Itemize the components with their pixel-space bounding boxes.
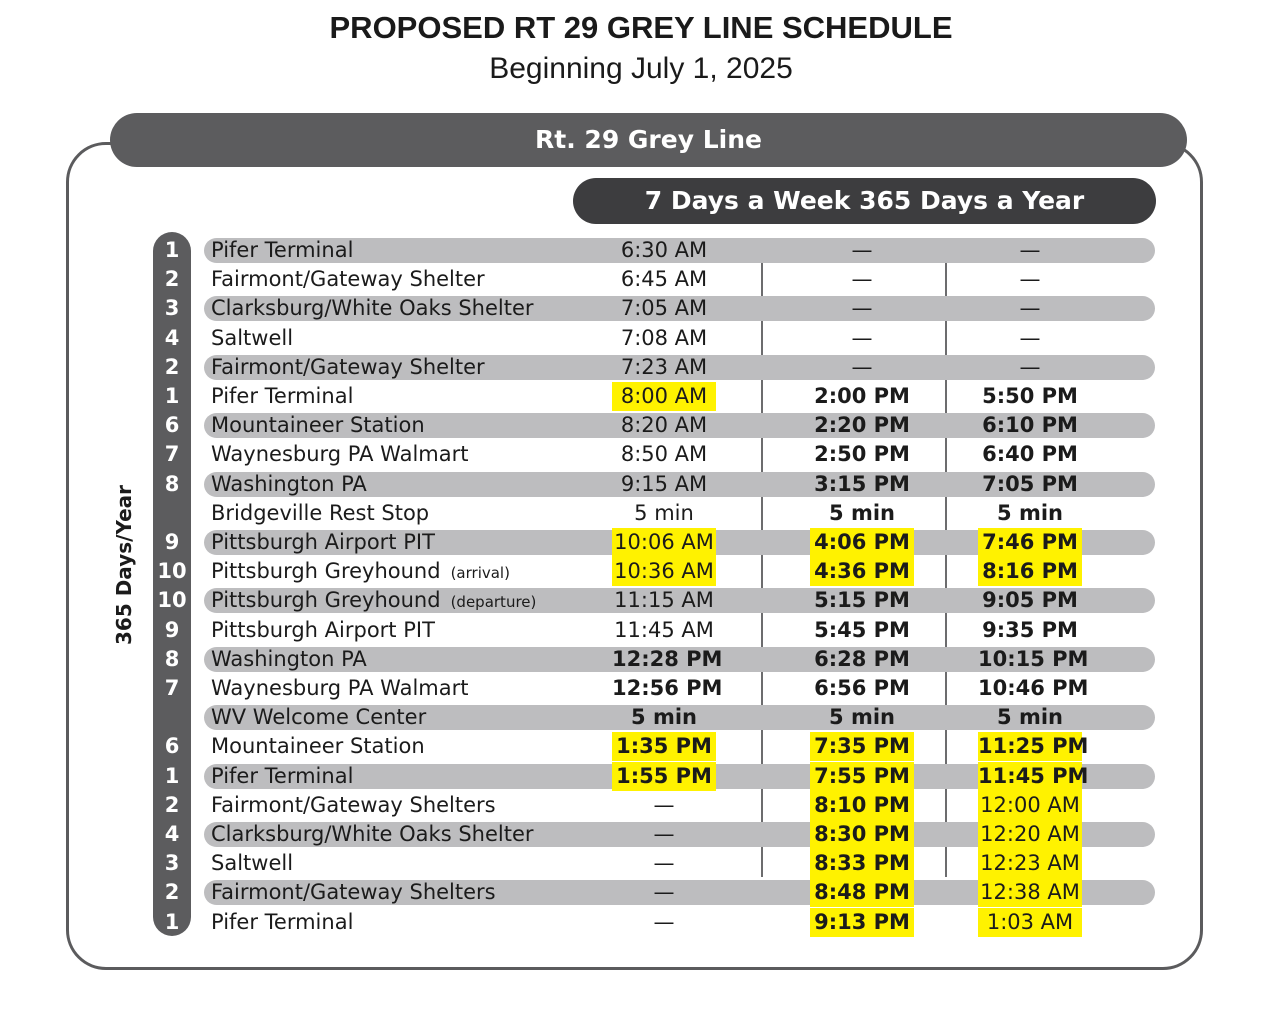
schedule-row bbox=[153, 878, 1155, 907]
stop-name-text: Fairmont/Gateway Shelter bbox=[211, 267, 485, 292]
stop-name bbox=[211, 849, 293, 878]
stop-name-text: Pittsburgh Greyhound bbox=[211, 588, 441, 613]
time-cell-trip-1: 6:30 AM bbox=[620, 238, 708, 262]
time-cell-trip-3: 12:38 AM bbox=[978, 878, 1082, 907]
time-cell-trip-2: — bbox=[851, 296, 873, 321]
schedule-row bbox=[153, 265, 1155, 294]
time-cell-trip-3: 6:40 PM bbox=[982, 442, 1078, 467]
stop-name bbox=[211, 674, 468, 703]
time-cell-trip-2: 6:28 PM bbox=[814, 646, 910, 671]
stop-name bbox=[211, 528, 435, 557]
stop-name bbox=[211, 732, 425, 761]
stop-name bbox=[211, 236, 353, 265]
stop-name bbox=[211, 470, 367, 499]
time-cell-trip-2: — bbox=[851, 354, 873, 379]
stop-note: (arrival) bbox=[450, 564, 510, 583]
stop-name bbox=[211, 353, 485, 382]
stop-name-text: Fairmont/Gateway Shelters bbox=[211, 880, 496, 905]
time-cell-trip-1: 1:55 PM bbox=[612, 762, 716, 791]
time-cell-trip-2: 8:48 PM bbox=[810, 878, 914, 907]
stop-name-text: Washington PA bbox=[211, 646, 367, 671]
stop-name bbox=[211, 616, 435, 645]
stop-number: 2 bbox=[164, 354, 180, 379]
stop-name-text: Fairmont/Gateway Shelter bbox=[211, 354, 485, 379]
schedule-row bbox=[153, 791, 1155, 820]
schedule-row bbox=[153, 382, 1155, 411]
time-cell-trip-1: 8:00 AM bbox=[612, 382, 716, 411]
time-cell-trip-3: — bbox=[1019, 267, 1041, 292]
schedule-row bbox=[153, 762, 1155, 791]
schedule-row bbox=[153, 616, 1155, 645]
stop-number: 4 bbox=[164, 325, 180, 350]
stop-name-text: Clarksburg/White Oaks Shelter bbox=[211, 296, 534, 321]
stop-number: 1 bbox=[164, 909, 180, 934]
stop-number: 3 bbox=[164, 851, 180, 876]
stop-number bbox=[153, 499, 191, 528]
stop-name bbox=[211, 411, 425, 440]
time-cell-trip-1: — bbox=[653, 909, 675, 934]
time-cell-trip-1: 5 min bbox=[631, 705, 697, 730]
stop-name-text: Mountaineer Station bbox=[211, 413, 425, 438]
schedule-row bbox=[153, 586, 1155, 615]
stop-name-text: Saltwell bbox=[211, 325, 294, 350]
stop-number: 2 bbox=[164, 792, 180, 817]
time-cell-trip-1: 9:15 AM bbox=[620, 471, 708, 496]
time-cell-trip-1: 7:23 AM bbox=[620, 354, 708, 379]
stop-name-text: WV Welcome Center bbox=[211, 705, 427, 730]
stop-name bbox=[211, 586, 536, 615]
time-cell-trip-2: — bbox=[851, 325, 873, 350]
stop-name-text: Pittsburgh Greyhound bbox=[211, 559, 441, 584]
time-cell-trip-2: 5 min bbox=[829, 705, 895, 730]
time-cell-trip-3: 12:20 AM bbox=[978, 820, 1082, 849]
time-cell-trip-3: 11:45 PM bbox=[978, 762, 1082, 791]
schedule-row bbox=[153, 732, 1155, 761]
stop-name-text: Pifer Terminal bbox=[211, 238, 354, 262]
stop-name-text: Pifer Terminal bbox=[211, 763, 354, 788]
stop-name-text: Saltwell bbox=[211, 851, 294, 876]
stop-name bbox=[211, 440, 468, 469]
time-cell-trip-3: — bbox=[1019, 354, 1041, 379]
stop-name-text: Mountaineer Station bbox=[211, 734, 425, 759]
time-cell-trip-2: 5:45 PM bbox=[814, 617, 910, 642]
time-cell-trip-3: — bbox=[1019, 296, 1041, 321]
time-cell-trip-3: — bbox=[1019, 238, 1041, 262]
time-cell-trip-2: — bbox=[851, 267, 873, 292]
time-cell-trip-3: 7:05 PM bbox=[982, 471, 1078, 496]
schedule-row bbox=[153, 645, 1155, 674]
time-cell-trip-1: 8:20 AM bbox=[620, 413, 708, 438]
time-cell-trip-2: 5 min bbox=[829, 500, 895, 525]
time-cell-trip-1: 6:45 AM bbox=[620, 267, 708, 292]
schedule-row bbox=[153, 703, 1155, 732]
stop-name bbox=[211, 820, 534, 849]
schedule-row bbox=[153, 849, 1155, 878]
time-cell-trip-3: 12:00 AM bbox=[978, 791, 1082, 820]
stop-number: 8 bbox=[164, 646, 180, 671]
time-cell-trip-1: 7:05 AM bbox=[620, 296, 708, 321]
stop-name bbox=[211, 499, 429, 528]
page-subtitle: Beginning July 1, 2025 bbox=[489, 52, 793, 85]
stop-number: 4 bbox=[164, 822, 180, 846]
time-cell-trip-3: 9:05 PM bbox=[982, 588, 1078, 613]
time-cell-trip-1: 5 min bbox=[634, 500, 694, 525]
schedule-row bbox=[153, 353, 1155, 382]
schedule-row bbox=[153, 499, 1155, 528]
time-cell-trip-2: 3:15 PM bbox=[814, 471, 910, 496]
stop-name bbox=[211, 791, 496, 820]
time-cell-trip-3: 9:35 PM bbox=[982, 617, 1078, 642]
time-cell-trip-2: 8:30 PM bbox=[810, 820, 914, 849]
time-cell-trip-2: — bbox=[851, 238, 873, 262]
time-cell-trip-1: 10:06 AM bbox=[612, 528, 716, 557]
stop-name-text: Pifer Terminal bbox=[211, 909, 354, 934]
time-cell-trip-2: 8:10 PM bbox=[810, 791, 914, 820]
stop-number: 1 bbox=[164, 238, 180, 262]
time-cell-trip-3: 7:46 PM bbox=[978, 528, 1082, 557]
stop-name bbox=[211, 908, 353, 937]
stop-name-text: Waynesburg PA Walmart bbox=[211, 442, 469, 467]
time-cell-trip-1: — bbox=[653, 792, 675, 817]
days-banner: 7 Days a Week 365 Days a Year bbox=[573, 178, 1156, 224]
stop-number: 9 bbox=[164, 617, 180, 642]
stop-name bbox=[211, 265, 485, 294]
stop-number: 10 bbox=[157, 588, 187, 613]
stop-number: 10 bbox=[157, 559, 187, 584]
time-cell-trip-1: — bbox=[653, 822, 675, 846]
stop-number: 2 bbox=[164, 267, 180, 292]
time-cell-trip-3: 5 min bbox=[997, 500, 1063, 525]
stop-name bbox=[211, 762, 353, 791]
time-cell-trip-3: 11:25 PM bbox=[978, 732, 1082, 761]
stop-number: 6 bbox=[164, 734, 180, 759]
time-cell-trip-2: 5:15 PM bbox=[814, 588, 910, 613]
stop-note: (departure) bbox=[450, 593, 537, 612]
time-cell-trip-1: 11:15 AM bbox=[614, 588, 714, 613]
schedule-row bbox=[153, 324, 1155, 353]
schedule-row bbox=[153, 528, 1155, 557]
time-cell-trip-2: 7:55 PM bbox=[810, 762, 914, 791]
time-cell-trip-1: — bbox=[653, 880, 675, 905]
stop-name bbox=[211, 324, 293, 353]
schedule-row bbox=[153, 820, 1155, 849]
stop-number: 6 bbox=[164, 413, 180, 438]
stop-name bbox=[211, 294, 534, 323]
stop-name bbox=[211, 878, 496, 907]
page-title: PROPOSED RT 29 GREY LINE SCHEDULE bbox=[329, 10, 953, 45]
stop-name-text: Pittsburgh Airport PIT bbox=[211, 530, 435, 554]
schedule-row bbox=[153, 557, 1155, 586]
stop-number: 9 bbox=[164, 530, 180, 554]
stop-name bbox=[211, 557, 510, 586]
time-cell-trip-1: — bbox=[653, 851, 675, 876]
time-cell-trip-2: 9:13 PM bbox=[810, 908, 914, 937]
time-cell-trip-3: 12:23 AM bbox=[978, 849, 1082, 878]
time-cell-trip-2: 8:33 PM bbox=[810, 849, 914, 878]
stop-name-text: Washington PA bbox=[211, 471, 367, 496]
time-cell-trip-3: 5:50 PM bbox=[982, 384, 1078, 408]
time-cell-trip-2: 2:20 PM bbox=[814, 413, 910, 438]
stop-name bbox=[211, 382, 353, 411]
time-cell-trip-1: 8:50 AM bbox=[620, 442, 708, 467]
schedule-row bbox=[153, 470, 1155, 499]
stop-number: 7 bbox=[164, 676, 180, 700]
time-cell-trip-1: 12:28 PM bbox=[612, 646, 723, 671]
stop-name-text: Fairmont/Gateway Shelters bbox=[211, 792, 496, 817]
stop-name-text: Pittsburgh Airport PIT bbox=[211, 617, 435, 642]
time-cell-trip-3: 8:16 PM bbox=[978, 557, 1082, 586]
schedule-row bbox=[153, 294, 1155, 323]
time-cell-trip-3: 5 min bbox=[997, 705, 1063, 730]
time-cell-trip-2: 2:50 PM bbox=[814, 442, 910, 467]
stop-name-text: Waynesburg PA Walmart bbox=[211, 676, 469, 700]
stop-name-text: Clarksburg/White Oaks Shelter bbox=[211, 822, 534, 846]
stop-number: 3 bbox=[164, 296, 180, 321]
time-cell-trip-1: 12:56 PM bbox=[612, 676, 723, 700]
schedule-row bbox=[153, 908, 1155, 937]
stop-number: 1 bbox=[164, 763, 180, 788]
stop-number: 2 bbox=[164, 880, 180, 905]
time-cell-trip-2: 2:00 PM bbox=[814, 384, 910, 408]
stop-name bbox=[211, 703, 426, 732]
stop-number bbox=[153, 703, 191, 732]
time-cell-trip-1: 7:08 AM bbox=[620, 325, 708, 350]
stop-number: 8 bbox=[164, 471, 180, 496]
side-label-text: 365 Days/Year bbox=[112, 484, 136, 645]
stop-name-text: Bridgeville Rest Stop bbox=[211, 500, 430, 525]
schedule-row bbox=[153, 411, 1155, 440]
time-cell-trip-2: 4:06 PM bbox=[810, 528, 914, 557]
time-cell-trip-3: 1:03 AM bbox=[978, 908, 1082, 937]
time-cell-trip-1: 10:36 AM bbox=[612, 557, 716, 586]
schedule-row bbox=[153, 440, 1155, 469]
stop-name bbox=[211, 645, 367, 674]
stop-name-text: Pifer Terminal bbox=[211, 384, 354, 408]
stop-number: 7 bbox=[164, 442, 180, 467]
route-banner: Rt. 29 Grey Line bbox=[110, 113, 1187, 167]
time-cell-trip-3: — bbox=[1019, 325, 1041, 350]
time-cell-trip-2: 4:36 PM bbox=[810, 557, 914, 586]
time-cell-trip-2: 6:56 PM bbox=[814, 676, 910, 700]
time-cell-trip-2: 7:35 PM bbox=[810, 732, 914, 761]
schedule-row bbox=[153, 674, 1155, 703]
schedule-row bbox=[153, 236, 1155, 265]
time-cell-trip-1: 11:45 AM bbox=[614, 617, 714, 642]
time-cell-trip-1: 1:35 PM bbox=[612, 732, 716, 761]
time-cell-trip-3: 10:15 PM bbox=[978, 646, 1089, 671]
time-cell-trip-3: 10:46 PM bbox=[978, 676, 1089, 700]
time-cell-trip-3: 6:10 PM bbox=[982, 413, 1078, 438]
stop-number: 1 bbox=[164, 384, 180, 408]
